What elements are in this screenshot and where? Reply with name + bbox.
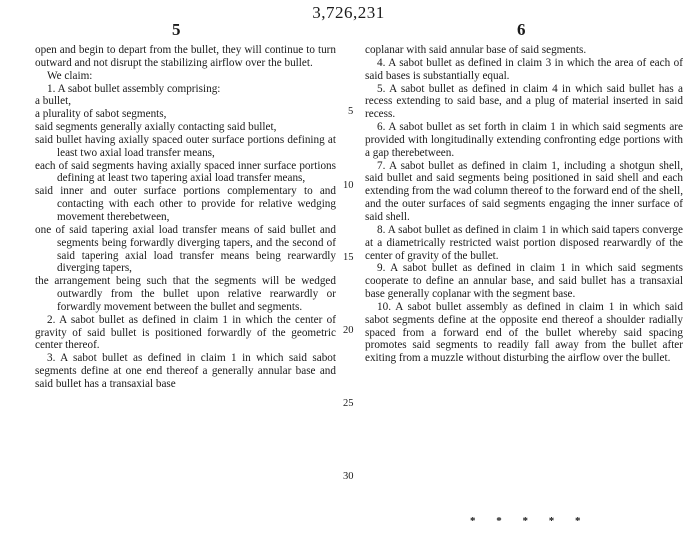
patent-number: 3,726,231 — [312, 3, 385, 22]
claim-element: one of said tapering axial load transfer means of said bullet and segments being forwardly diverging tapers, and the second of said tapering axial load transfer means being rearwardly diverging tapers, — [35, 223, 336, 275]
claim-4: 4. A sabot bullet as defined in claim 3 in which the area of each of said bases is substantially equal. — [365, 56, 683, 82]
claim-9: 9. A sabot bullet as defined in claim 1 in which said segments cooperate to define an annular base, and said bullet has a transaxial base generally coplanar with the segment base. — [365, 262, 683, 301]
claim-element: said segments generally axially contacting said bullet, — [35, 121, 277, 134]
line-number: 10 — [343, 180, 354, 191]
paragraph: open and begin to depart from the bullet, they will continue to turn outward and not disrupt the stabilizing airflow over the bullet. — [35, 44, 336, 69]
claim-10: 10. A sabot bullet assembly as defined in claim 1 in which said sabot segments define at the opposite end thereof a shoulder radially spaced from a forward end of the bullet whereby said spacing promotes said segments to readily fall away from the bullet after exiting from a muzzle without disturbing the airflow over the bullet. — [365, 300, 683, 365]
line-number: 25 — [343, 398, 354, 409]
line-number: 20 — [343, 325, 354, 336]
claim-1-heading: 1. A sabot bullet assembly comprising: — [47, 82, 221, 95]
end-mark: * * * * * — [470, 515, 590, 527]
right-column-number: 6 — [517, 20, 526, 39]
claim-element: each of said segments having axially spaced inner surface portions defining at least two tapering axial load transfer means, — [35, 159, 336, 185]
line-number: 30 — [343, 471, 354, 482]
claim-element: a plurality of sabot segments, — [35, 108, 167, 121]
claim-element: a bullet, — [35, 95, 72, 108]
claim-5: 5. A sabot bullet as defined in claim 4 in which said bullet has a recess extending to said base, and a plug of material inserted in said recess. — [365, 82, 683, 121]
claim-2: 2. A sabot bullet as defined in claim 1 in which the center of gravity of said bullet is positioned forwardly of the geometric center thereof. — [35, 313, 336, 352]
claim-8: 8. A sabot bullet as defined in claim 1 in which said tapers converge at a diametrically restricted waist portion disposed rearwardly of the center of gravity of the bullet. — [365, 223, 683, 262]
left-column-number: 5 — [172, 20, 181, 39]
line-number: 15 — [343, 252, 354, 263]
left-text-column — [35, 44, 336, 391]
claim-7: 7. A sabot bullet as defined in claim 1, including a shotgun shell, said bullet and said segments being positioned in said shell and each extending from the wad column thereof to the forward end of the shell, and the outer surfaces of said segments engaging the inner surface of said shell. — [365, 159, 683, 223]
claim-element: said inner and outer surface portions complementary to and contacting with each other to provide for relative wedging movement therebetween, — [35, 185, 336, 223]
claim-element: said bullet having axially spaced outer surface portions defining at least two axial load transfer means, — [35, 133, 336, 159]
claim-6: 6. A sabot bullet as set forth in claim 1 in which said segments are provided with longitudinally extending confronting edge portions with a gap therebetween. — [365, 121, 683, 159]
claim-3: 3. A sabot bullet as defined in claim 1 in which said sabot segments define at one end thereof a generally annular base and said bullet has a transaxial base — [35, 352, 336, 390]
paragraph: coplanar with said annular base of said segments. — [365, 44, 587, 56]
claim-element: the arrangement being such that the segments will be wedged outwardly from the bullet upon relative rearwardly or forwardly movement between the bullet and segments. — [35, 275, 336, 313]
right-text-column — [365, 44, 683, 365]
line-number: 5 — [348, 106, 354, 117]
paragraph: We claim: — [47, 69, 93, 82]
